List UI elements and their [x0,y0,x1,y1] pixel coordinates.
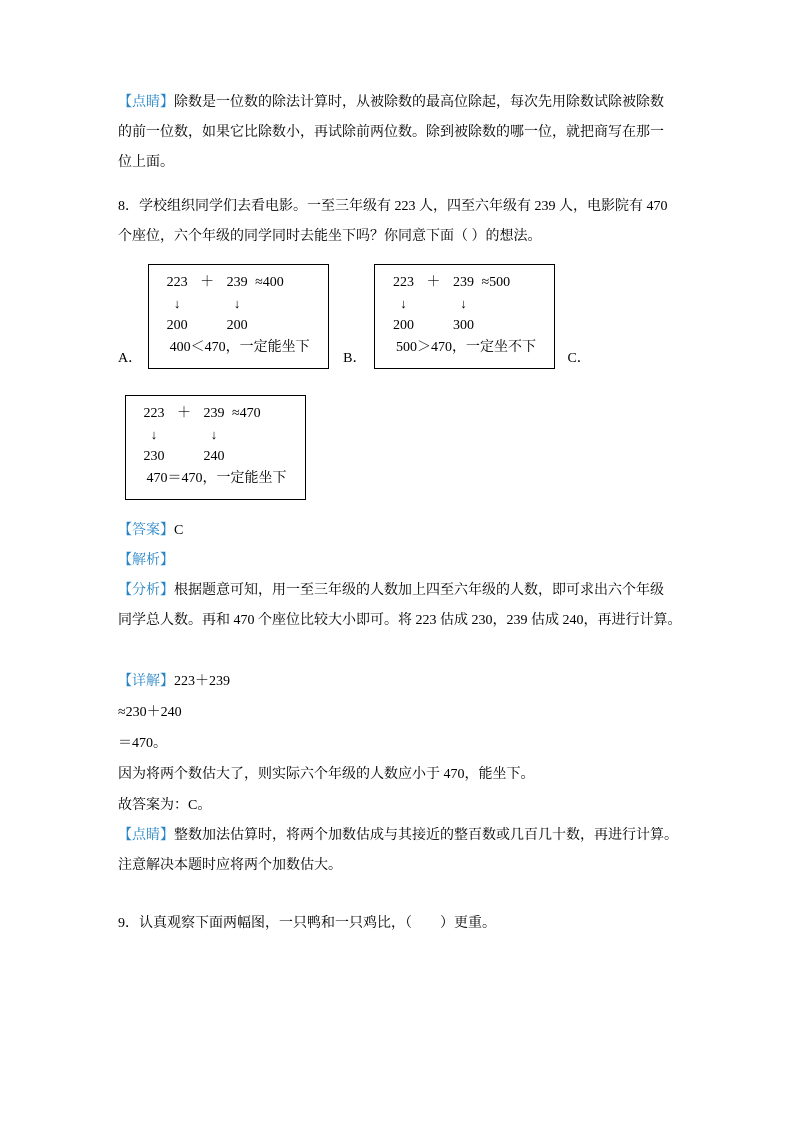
estimate-1: 200 [166,318,188,333]
options-row-2 [125,395,684,500]
plus-sign: ＋ [177,406,191,421]
addend-1: 223 [166,275,188,290]
addend-1: 223 [143,406,165,421]
tip-text: 除数是一位数的除法计算时，从被除数的最高位除起，每次先用除数试除被除数 [174,95,664,110]
analysis-line-1 [118,576,684,606]
addend-2: 239 [226,275,248,290]
options-row-1 [118,264,684,369]
estimate-row [159,315,320,336]
approx-result: ≈500 [481,275,511,290]
tip-top-paragraph [118,88,684,178]
question-9-line-1: 9．认真观察下面两幅图，一只鸭和一只鸡比，（ ）更重。 [118,916,496,931]
option-b-label: B． [343,351,367,366]
tip-bottom-line-1 [118,821,684,851]
tip-text: 整数加法估算时，将两个加数估成与其接近的整百数或几百几十数，再进行计算。 [174,828,678,843]
tip-marker: 【点睛】 [118,828,174,843]
plus-sign: ＋ [200,275,215,290]
arrow-row [385,293,546,315]
question-9 [118,909,684,939]
question-8-line-2: 个座位，六个年级的同学同时去能坐下吗？你同意下面（ ）的想法。 [118,229,542,244]
answer-value: C [174,523,184,538]
estimate-row [385,315,546,336]
tip-marker: 【点睛】 [118,95,174,110]
estimate-1: 200 [392,318,414,333]
detail-line-1 [118,666,684,697]
option-c-label: C． [567,351,591,366]
addend-2: 239 [203,406,225,421]
addend-1: 223 [392,275,414,290]
tip-top-line-3: 位上面。 [118,155,174,170]
detail-expression-2: ≈230＋240 [118,705,182,720]
approx-result: ≈470 [232,406,261,421]
answer-marker: 【答案】 [118,523,174,538]
tip-top-line-2: 的前一位数，如果它比除数小，再试除前两位数。除到被除数的哪一位，就把商写在那一 [118,125,664,140]
question-8 [118,192,684,252]
addend-2: 239 [452,275,474,290]
estimate-2: 200 [226,318,248,333]
arrow-row [136,424,297,446]
tip-top-line-1 [118,88,684,118]
conclusion-text: 500＞470，一定坐不下 [395,340,536,355]
question-8-line-1: 8．学校组织同学们去看电影。一至三年级有 223 人，四至六年级有 239 人，电影院有 470 [118,199,668,214]
jiexi-line [118,546,684,576]
detail-marker: 【详解】 [118,674,174,689]
down-arrow-icon: ↓ [460,296,467,311]
approx-result: ≈400 [255,275,284,290]
down-arrow-icon: ↓ [233,296,241,311]
expression-row [385,272,546,293]
jiexi-marker: 【解析】 [118,553,174,568]
down-arrow-icon: ↓ [173,296,181,311]
option-b-box [374,264,555,369]
conclusion-text: 400＜470，一定能坐下 [169,340,310,355]
analysis-text: 根据题意可知，用一至三年级的人数加上四至六年级的人数，即可求出六个年级 [174,583,664,598]
arrow-row [159,293,320,315]
estimate-row [136,446,297,467]
detail-conclusion: 故答案为：C。 [118,798,212,813]
estimate-1: 230 [143,449,165,464]
plus-sign: ＋ [426,275,441,290]
option-a-label: A． [118,351,143,366]
tip-bottom-paragraph [118,821,684,881]
answer-line [118,516,684,546]
detail-reason: 因为将两个数估大了，则实际六个年级的人数应小于 470，能坐下。 [118,767,535,782]
analysis-paragraph [118,576,684,636]
down-arrow-icon: ↓ [400,296,407,311]
detail-expression-1: 223＋239 [174,674,230,689]
estimate-2: 300 [452,318,474,333]
option-a-box [148,264,329,369]
analysis-line-2: 同学总人数。再和 470 个座位比较大小即可。将 223 估成 230，239 估成 240，再进行计算。 [118,613,682,628]
detail-expression-3: ＝470。 [118,736,167,751]
conclusion-text: 470＝470，一定能坐下 [146,471,287,486]
expression-row [136,403,297,424]
analysis-marker: 【分析】 [118,583,174,598]
expression-row [159,272,320,293]
estimate-2: 240 [203,449,225,464]
tip-bottom-line-2: 注意解决本题时应将两个加数估大。 [118,858,342,873]
detail-paragraph [118,666,684,821]
down-arrow-icon: ↓ [210,427,218,442]
option-c-box [125,395,306,500]
down-arrow-icon: ↓ [150,427,158,442]
